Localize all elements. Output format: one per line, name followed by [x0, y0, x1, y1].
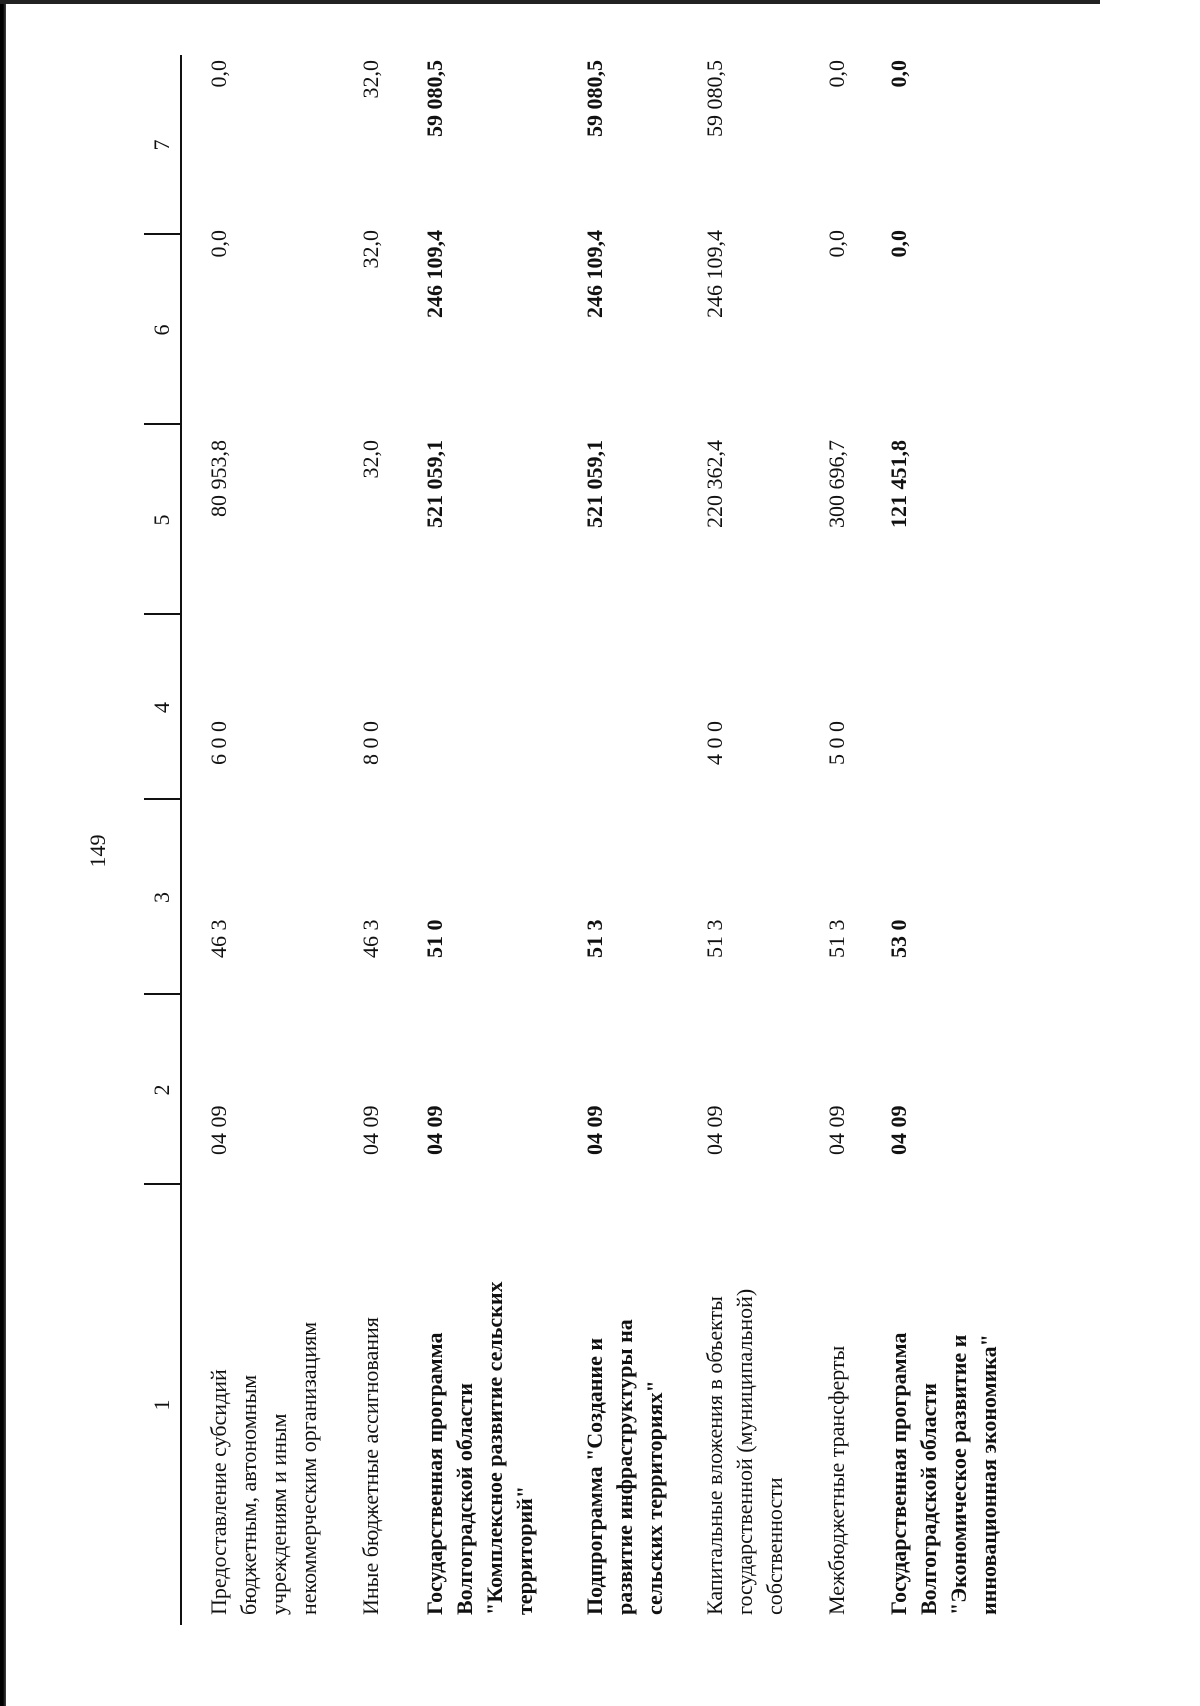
table-header-row: [144, 55, 180, 1625]
row-section: 04 09: [824, 1105, 849, 1155]
header-col-5: 5: [149, 514, 174, 526]
row-amount-3: 0,0: [206, 60, 231, 88]
row-name: Государственная программа Волгоградской области "Экономическое развитие и инновационная экономика": [886, 1332, 1001, 1615]
row-program: 53 0: [886, 919, 911, 958]
row-program: 46 3: [358, 919, 383, 958]
row-amount-3: 0,0: [824, 60, 849, 88]
row-program: 51 0: [422, 919, 447, 958]
row-program: 51 3: [582, 919, 607, 958]
row-name: Межбюджетные трансферты: [824, 1345, 849, 1615]
header-underline: [180, 55, 182, 1625]
row-program: 46 3: [206, 919, 231, 958]
row-program: 51 3: [702, 919, 727, 958]
row-name: Иные бюджетные ассигнования: [358, 1317, 383, 1615]
row-section: 04 09: [582, 1105, 607, 1155]
row-name: Предоставление субсидий бюджетным, автономным учреждениям и иным некоммерческим организациям: [206, 1321, 321, 1615]
row-amount-3: 0,0: [886, 60, 911, 88]
row-section: 04 09: [886, 1105, 911, 1155]
row-amount-1: 121 451,8: [886, 440, 911, 528]
row-program: 51 3: [824, 919, 849, 958]
row-amount-1: 80 953,8: [206, 440, 231, 517]
header-col-7: 7: [149, 139, 174, 151]
header-col-1: 1: [149, 1399, 174, 1411]
header-col-3: 3: [149, 892, 174, 903]
row-amount-1: 300 696,7: [824, 440, 849, 528]
row-amount-3: 59 080,5: [702, 60, 727, 137]
row-amount-2: 0,0: [206, 230, 231, 258]
row-section: 04 09: [206, 1105, 231, 1155]
scan-edge-left: [0, 0, 6, 1706]
row-amount-3: 32,0: [358, 60, 383, 99]
row-amount-2: 246 109,4: [422, 230, 447, 318]
row-section: 04 09: [358, 1105, 383, 1155]
row-name: Подпрограмма "Создание и развитие инфраструктуры на сельских территориях": [582, 1319, 667, 1615]
header-col-2: 2: [149, 1084, 174, 1096]
row-amount-1: 220 362,4: [702, 440, 727, 528]
header-col-4: 4: [149, 702, 174, 713]
row-section: 04 09: [702, 1105, 727, 1155]
row-section: 04 09: [422, 1105, 447, 1155]
row-amount-2: 246 109,4: [702, 230, 727, 318]
row-amount-2: 0,0: [886, 230, 911, 258]
budget-table: [144, 55, 1001, 1625]
row-expense-type: 5 0 0: [824, 721, 849, 765]
row-expense-type: 8 0 0: [358, 721, 383, 765]
page-number: 149: [85, 834, 110, 868]
row-amount-3: 59 080,5: [582, 60, 607, 137]
row-amount-2: 0,0: [824, 230, 849, 258]
row-amount-1: 32,0: [358, 440, 383, 479]
row-expense-type: 6 0 0: [206, 721, 231, 765]
row-name: Капитальные вложения в объекты государственной (муниципальной) собственности: [702, 1288, 787, 1615]
row-expense-type: 4 0 0: [702, 721, 727, 765]
row-amount-1: 521 059,1: [422, 440, 447, 528]
scan-edge-top: [0, 0, 1100, 4]
row-amount-2: 246 109,4: [582, 230, 607, 318]
row-name: Государственная программа Волгоградской области "Комплексное развитие сельских территорий": [422, 1281, 537, 1615]
row-amount-3: 59 080,5: [422, 60, 447, 137]
row-amount-2: 32,0: [358, 230, 383, 269]
header-col-6: 6: [149, 324, 174, 336]
row-amount-1: 521 059,1: [582, 440, 607, 528]
